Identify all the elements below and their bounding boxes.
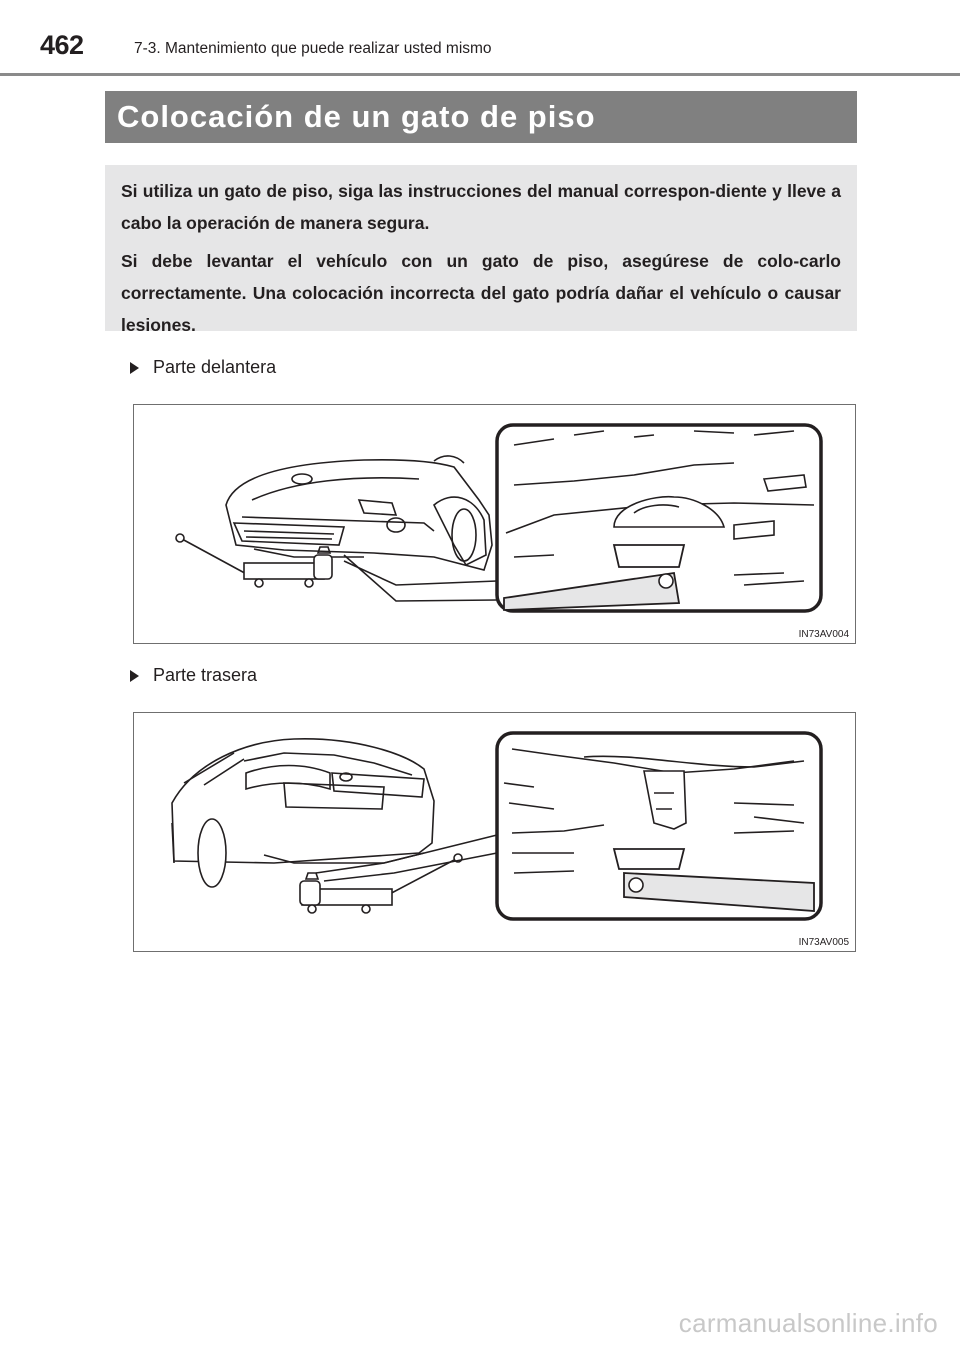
- intro-box: [105, 165, 857, 335]
- triangle-bullet-icon: [130, 670, 139, 682]
- rear-heading-label: Parte trasera: [153, 665, 258, 685]
- front-heading-label: Parte delantera: [153, 357, 277, 377]
- header-rule: [0, 73, 960, 76]
- front-jack-figure: [133, 404, 856, 644]
- front-figure-code: IN73AV004: [798, 629, 849, 640]
- watermark: carmanualsonline.info: [678, 1308, 938, 1338]
- rear-figure-code: IN73AV005: [798, 937, 849, 948]
- triangle-bullet-icon: [130, 362, 139, 374]
- page-title: Colocación de un gato de piso: [105, 91, 857, 143]
- rear-heading: [130, 665, 257, 686]
- front-jack-illustration: [134, 405, 855, 643]
- front-heading: [130, 357, 276, 378]
- intro-paragraph-1: Si utiliza un gato de piso, siga las instrucciones del manual correspon-diente y lleve a cabo la operación de manera segura.: [121, 181, 841, 233]
- intro-paragraph-2: Si debe levantar el vehículo con un gato de piso, asegúrese de colo-carlo correctamente. Una colocación incorrecta del gato podría dañar el vehículo o causar lesiones.: [121, 251, 841, 335]
- page-number: 462: [40, 30, 84, 60]
- rear-jack-figure: [133, 712, 856, 952]
- section-path: 7-3. Mantenimiento que puede realizar usted mismo: [134, 40, 492, 57]
- rear-jack-illustration: [134, 713, 855, 951]
